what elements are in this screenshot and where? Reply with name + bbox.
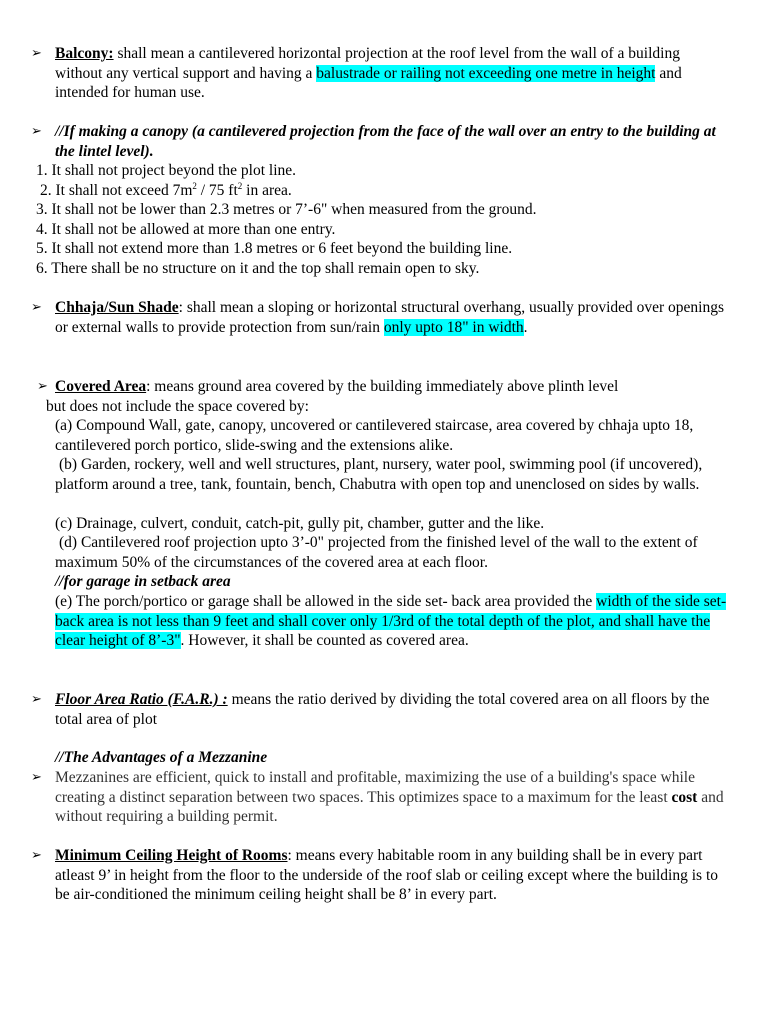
covered-area-item-c: (c) Drainage, culvert, conduit, catch-pit, gully pit, chamber, gutter and the like.	[55, 515, 545, 532]
garage-heading: //for garage in setback area	[55, 573, 231, 590]
ceiling-text: : means every habitable room in any building shall be in every part atleast 9’ in height from the floor to the underside of the roof slab or ceiling except where the building is to be air-conditioned the minimum ceiling height shall be 8’ in every part.	[55, 847, 719, 904]
bullet-arrow-icon: ➢	[31, 124, 42, 139]
covered-area-intro-2: but does not include the space covered by:	[46, 398, 309, 415]
far-term: Floor Area Ratio (F.A.R.) :	[55, 691, 228, 708]
balcony-paragraph	[55, 44, 728, 103]
mezzanine-heading: //The Advantages of a Mezzanine	[55, 749, 268, 766]
ceiling-term: Minimum Ceiling Height of Rooms	[55, 847, 288, 864]
bullet-arrow-icon: ➢	[31, 46, 42, 61]
bullet-arrow-icon: ➢	[37, 379, 48, 394]
covered-area-intro-text: : means ground area covered by the building immediately above plinth level	[146, 378, 619, 395]
covered-area-intro	[55, 377, 618, 397]
canopy-item-3: 3. It shall not be lower than 2.3 metres or 7’-6" when measured from the ground.	[36, 201, 537, 218]
canopy-item-4: 4. It shall not be allowed at more than one entry.	[36, 221, 336, 238]
bullet-arrow-icon: ➢	[31, 300, 42, 315]
ceiling-paragraph	[55, 846, 728, 905]
balcony-term: Balcony:	[55, 45, 114, 62]
bullet-arrow-icon: ➢	[31, 692, 42, 707]
bullet-arrow-icon: ➢	[31, 770, 42, 785]
balcony-text-2: and intended for human use.	[55, 64, 682, 102]
balcony-highlight: balustrade or railing not exceeding one metre in height	[316, 64, 656, 82]
canopy-item-2-sup-1: 2	[192, 180, 197, 191]
canopy-heading: //If making a canopy (a cantilevered projection from the face of the wall over an entry to the building at the lintel level).	[55, 123, 716, 160]
chhaja-text-2: .	[523, 318, 528, 336]
canopy-item-2-end: in area.	[242, 182, 292, 199]
canopy-item-2-mid: / 75 ft	[196, 182, 238, 199]
canopy-item-5: 5. It shall not extend more than 1.8 metres or 6 feet beyond the building line.	[36, 240, 513, 257]
balcony-text-1: shall mean a cantilevered horizontal projection at the roof level from the wall of a building without any vertical support and having a	[55, 45, 680, 82]
item-e-text-2: . However, it shall be counted as covered area.	[180, 632, 469, 650]
mezzanine-bold-cost: cost	[671, 788, 698, 806]
far-text: means the ratio derived by dividing the total covered area on all floors by the total area of plot	[55, 691, 710, 728]
mezzanine-paragraph	[55, 768, 728, 827]
far-paragraph	[55, 690, 728, 729]
covered-area-item-e	[55, 592, 728, 651]
canopy-item-2-sup-2: 2	[237, 180, 243, 191]
covered-area-item-b: (b) Garden, rockery, well and well structures, plant, nursery, water pool, swimming pool (if uncovered), platform around a tree, tank, fountain, bench, Chabutra with open top and unenclosed on sides by walls.	[55, 456, 703, 493]
item-e-highlight: width of the side set-back area is not less than 9 feet and shall cover only 1/3rd of the total depth of the plot, and shall have the clear height of 8’-3"	[55, 593, 727, 650]
item-e-text-1: (e) The porch/portico or garage shall be allowed in the side set- back area provided the	[55, 593, 597, 610]
chhaja-highlight: only upto 18" in width	[383, 318, 524, 336]
chhaja-paragraph	[55, 298, 728, 337]
covered-area-item-d: (d) Cantilevered roof projection upto 3’-0" projected from the finished level of the wall to the extent of maximum 50% of the circumstances of the covered area at each floor.	[55, 534, 698, 571]
canopy-item-2-text: 2. It shall not exceed 7m	[40, 182, 193, 199]
covered-area-term: Covered Area	[55, 378, 147, 395]
bullet-arrow-icon: ➢	[31, 848, 42, 863]
canopy-item-1: 1. It shall not project beyond the plot line.	[36, 162, 297, 179]
covered-area-item-a: (a) Compound Wall, gate, canopy, uncovered or cantilevered staircase, area covered by chhaja upto 18, cantilevered porch portico, slide-swing and the extensions alike.	[55, 417, 694, 454]
chhaja-term: Chhaja/Sun Shade	[55, 299, 179, 316]
mezzanine-text-1: Mezzanines are efficient, quick to install and profitable, maximizing the use of a building's space while creating a distinct separation between two spaces. This optimizes space to a maximum for the least	[55, 769, 695, 806]
canopy-item-2	[40, 181, 292, 201]
canopy-item-6: 6. There shall be no structure on it and the top shall remain open to sky.	[36, 260, 480, 277]
mezzanine-text-2: and without requiring a building permit.	[55, 788, 724, 826]
chhaja-text-1: : shall mean a sloping or horizontal structural overhang, usually provided over openings or external walls to provide protection from sun/rain	[55, 299, 725, 336]
